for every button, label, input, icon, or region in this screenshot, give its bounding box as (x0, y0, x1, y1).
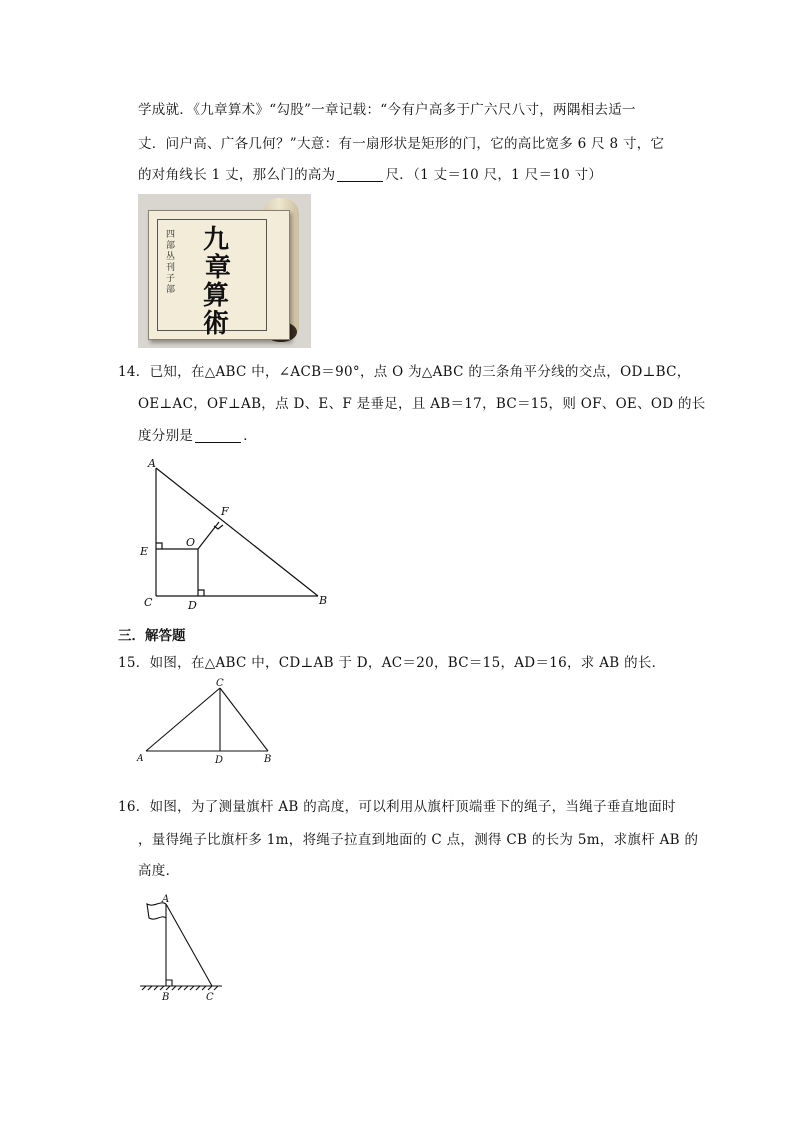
segment-OF (198, 522, 219, 549)
q14-line-3 (138, 426, 257, 446)
book-side-text: 四部丛刊子部 (164, 229, 174, 295)
right-angle-mark-E (156, 543, 162, 549)
jiuzhang-suanshu-photo (138, 194, 311, 348)
q16-figure (134, 890, 234, 1006)
q13-line-1: 学成就．《九章算术》“勾股”一章记载：“今有户高多于广六尺八寸，两隅相去适一 (138, 102, 636, 118)
label-O: O (186, 536, 196, 549)
q16-line-2: ，量得绳子比旗杆多 1m，将绳子拉直到地面的 C 点，测得 CB 的长为 5m，求旗杆 AB 的 (138, 832, 699, 848)
segment-BC (220, 688, 268, 751)
q15-figure (134, 676, 284, 766)
section-heading: 三．解答题 (118, 628, 186, 644)
book-cover (148, 210, 290, 340)
label-B: B (162, 992, 170, 1003)
book-title-char-3: 算 (203, 281, 230, 311)
label-B: B (264, 754, 272, 765)
flag-icon (147, 903, 166, 919)
book-title-char-4: 術 (203, 309, 230, 339)
label-C: C (216, 678, 224, 689)
segment-AC (146, 688, 220, 751)
ground-hatching (142, 986, 218, 990)
q14-line-3-after: ． (243, 428, 258, 444)
q14-line-2: OE⊥AC，OF⊥AB，点 D、E、F 是垂足，且 AB＝17，BC＝15，则 OF、OE、OD 的长 (138, 396, 706, 412)
rope-AC (166, 904, 212, 986)
q13-line-3-after: 尺．（1 丈＝10 尺，1 尺＝10 寸） (385, 167, 603, 183)
q16-line-3: 高度． (138, 863, 180, 879)
q13-line-2: 丈．问户高、广各几何？”大意：有一扇形状是矩形的门，它的高比宽多 6 尺 8 寸，它 (138, 136, 665, 152)
q15-line-1: 15．如图，在△ABC 中，CD⊥AB 于 D，AC＝20，BC＝15，AD＝16，求 AB 的长． (118, 655, 666, 671)
q16-line-1: 16．如图，为了测量旗杆 AB 的高度，可以利用从旗杆顶端垂下的绳子，当绳子垂直地面时 (118, 799, 676, 815)
q14-line-3-before: 度分别是 (138, 428, 194, 444)
answer-blank (337, 167, 383, 182)
label-A: A (148, 457, 156, 470)
label-D: D (215, 755, 224, 766)
book-title-char-1: 九 (203, 225, 230, 255)
right-angle-mark-F (214, 525, 223, 529)
q14-figure (130, 452, 340, 614)
right-angle-mark-D (198, 590, 204, 596)
label-C: C (206, 992, 214, 1003)
label-F: F (221, 505, 229, 518)
label-E: E (140, 545, 149, 558)
label-A: A (162, 894, 170, 905)
answer-blank (195, 428, 241, 443)
segment-AB (156, 468, 318, 596)
q13-line-3-before: 的对角线长 1 丈，那么门的高为 (138, 167, 336, 183)
q14-line-1: 14．已知，在△ABC 中，∠ACB＝90°，点 O 为△ABC 的三条角平分线的交点，OD⊥BC， (118, 364, 691, 380)
label-B: B (319, 594, 328, 607)
label-C: C (144, 596, 153, 609)
right-angle-mark-B (166, 980, 172, 986)
book-title-char-2: 章 (205, 253, 232, 283)
label-D: D (188, 599, 197, 612)
label-A: A (137, 754, 144, 764)
q13-line-3 (138, 165, 602, 185)
